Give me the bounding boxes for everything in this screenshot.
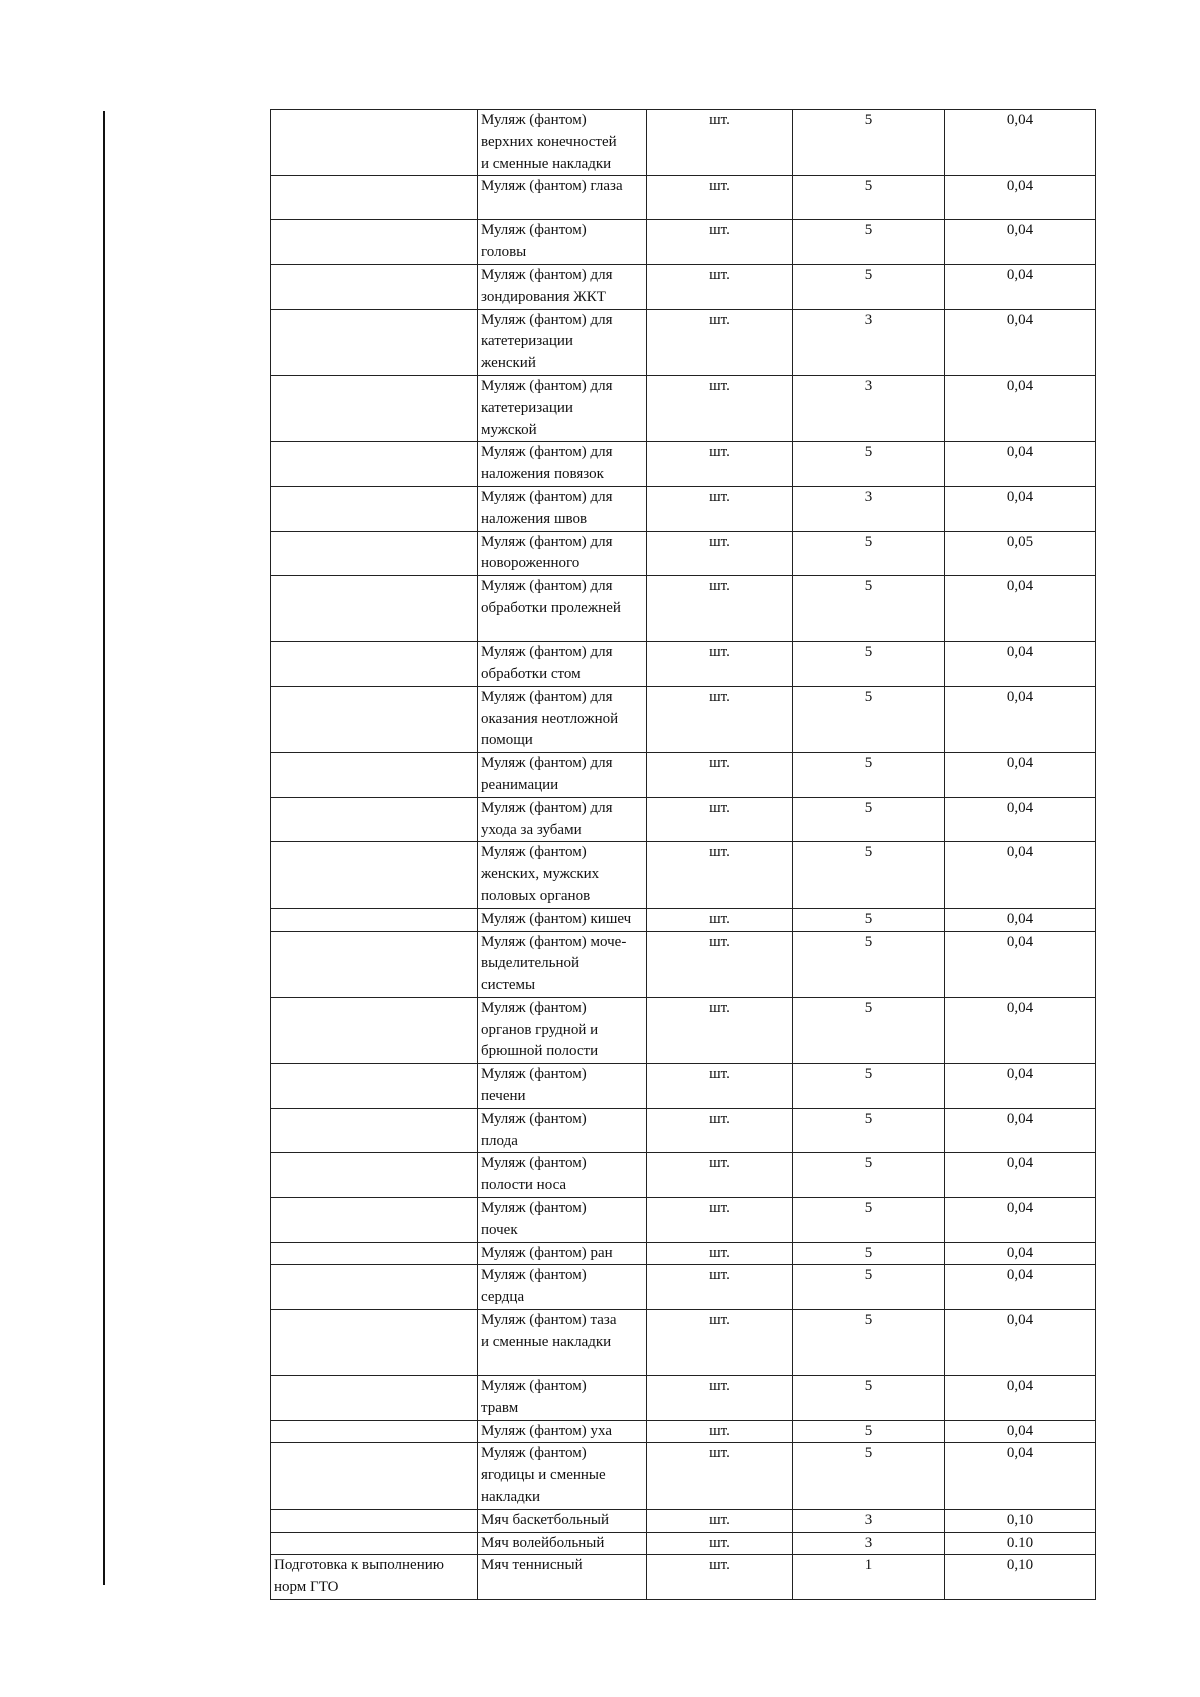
item-name-cell: Муляж (фантом) для реанимации	[478, 753, 647, 798]
item-name-cell: Муляж (фантом) для ухода за зубами	[478, 797, 647, 842]
rate-cell: 0,04	[945, 1310, 1096, 1376]
item-name-cell: Муляж (фантом) полости носа	[478, 1153, 647, 1198]
item-name-cell: Муляж (фантом) для наложения швов	[478, 486, 647, 531]
rate-cell: 0,04	[945, 1420, 1096, 1443]
unit-cell: шт.	[647, 1108, 793, 1153]
item-name-cell: Муляж (фантом) уха	[478, 1420, 647, 1443]
quantity-cell: 5	[793, 931, 945, 997]
table-row	[271, 1198, 1096, 1243]
section-cell	[271, 486, 478, 531]
rate-cell: 0,04	[945, 1108, 1096, 1153]
rate-cell: 0,04	[945, 1265, 1096, 1310]
quantity-cell: 5	[793, 908, 945, 931]
section-cell	[271, 264, 478, 309]
quantity-cell: 5	[793, 442, 945, 487]
section-cell	[271, 797, 478, 842]
rate-cell: 0,04	[945, 309, 1096, 375]
unit-cell: шт.	[647, 931, 793, 997]
unit-cell: шт.	[647, 1198, 793, 1243]
table-row	[271, 908, 1096, 931]
section-cell	[271, 931, 478, 997]
quantity-cell: 5	[793, 1242, 945, 1265]
section-cell	[271, 1153, 478, 1198]
rate-cell: 0,04	[945, 576, 1096, 642]
rate-cell: 0,04	[945, 842, 1096, 908]
unit-cell: шт.	[647, 220, 793, 265]
table-row	[271, 486, 1096, 531]
table-row	[271, 1420, 1096, 1443]
section-cell	[271, 1509, 478, 1532]
table-row	[271, 1265, 1096, 1310]
section-cell	[271, 1420, 478, 1443]
rate-cell: 0,04	[945, 642, 1096, 687]
rate-cell: 0,04	[945, 997, 1096, 1063]
unit-cell: шт.	[647, 176, 793, 220]
section-cell	[271, 531, 478, 576]
unit-cell: шт.	[647, 1265, 793, 1310]
unit-cell: шт.	[647, 1532, 793, 1555]
unit-cell: шт.	[647, 1376, 793, 1421]
section-cell	[271, 442, 478, 487]
section-cell	[271, 753, 478, 798]
item-name-cell: Мяч волейбольный	[478, 1532, 647, 1555]
item-name-cell: Муляж (фантом) для обработки пролежней	[478, 576, 647, 642]
table-row	[271, 1532, 1096, 1555]
quantity-cell: 5	[793, 1265, 945, 1310]
unit-cell: шт.	[647, 375, 793, 441]
rate-cell: 0,04	[945, 442, 1096, 487]
quantity-cell: 3	[793, 309, 945, 375]
table-row	[271, 1064, 1096, 1109]
item-name-cell: Мяч теннисный	[478, 1555, 647, 1600]
item-name-cell: Муляж (фантом) для обработки стом	[478, 642, 647, 687]
table-row	[271, 686, 1096, 752]
table-row	[271, 842, 1096, 908]
item-name-cell: Муляж (фантом) травм	[478, 1376, 647, 1421]
unit-cell: шт.	[647, 908, 793, 931]
quantity-cell: 5	[793, 1443, 945, 1509]
item-name-cell: Мяч баскетбольный	[478, 1509, 647, 1532]
table-row	[271, 753, 1096, 798]
item-name-cell: Муляж (фантом) для новороженного	[478, 531, 647, 576]
rate-cell: 0,04	[945, 176, 1096, 220]
quantity-cell: 5	[793, 842, 945, 908]
rate-cell: 0,04	[945, 110, 1096, 176]
rate-cell: 0,04	[945, 1242, 1096, 1265]
section-cell	[271, 1265, 478, 1310]
rate-cell: 0,04	[945, 1376, 1096, 1421]
quantity-cell: 5	[793, 1420, 945, 1443]
unit-cell: шт.	[647, 1153, 793, 1198]
quantity-cell: 5	[793, 797, 945, 842]
unit-cell: шт.	[647, 576, 793, 642]
quantity-cell: 1	[793, 1555, 945, 1600]
item-name-cell: Муляж (фантом) моче- выделительной системы	[478, 931, 647, 997]
table-row	[271, 110, 1096, 176]
rate-cell: 0,04	[945, 1198, 1096, 1243]
quantity-cell: 3	[793, 1509, 945, 1532]
item-name-cell: Муляж (фантом) для катетеризации женский	[478, 309, 647, 375]
item-name-cell: Муляж (фантом) печени	[478, 1064, 647, 1109]
table-row	[271, 931, 1096, 997]
unit-cell: шт.	[647, 1242, 793, 1265]
quantity-cell: 3	[793, 1532, 945, 1555]
rate-cell: 0,04	[945, 686, 1096, 752]
quantity-cell: 5	[793, 1108, 945, 1153]
table-row	[271, 264, 1096, 309]
table-row	[271, 1509, 1096, 1532]
table-row	[271, 1376, 1096, 1421]
item-name-cell: Муляж (фантом) сердца	[478, 1265, 647, 1310]
section-cell	[271, 1310, 478, 1376]
section-cell	[271, 576, 478, 642]
quantity-cell: 5	[793, 1310, 945, 1376]
rate-cell: 0,04	[945, 1064, 1096, 1109]
unit-cell: шт.	[647, 1064, 793, 1109]
section-cell	[271, 1064, 478, 1109]
equipment-table	[270, 109, 1096, 1600]
section-cell	[271, 176, 478, 220]
item-name-cell: Муляж (фантом) органов грудной и брюшной полости	[478, 997, 647, 1063]
quantity-cell: 5	[793, 997, 945, 1063]
section-cell	[271, 1242, 478, 1265]
item-name-cell: Муляж (фантом) ягодицы и сменные накладки	[478, 1443, 647, 1509]
quantity-cell: 5	[793, 110, 945, 176]
quantity-cell: 5	[793, 1064, 945, 1109]
unit-cell: шт.	[647, 531, 793, 576]
item-name-cell: Муляж (фантом) для наложения повязок	[478, 442, 647, 487]
rate-cell: 0,04	[945, 797, 1096, 842]
unit-cell: шт.	[647, 442, 793, 487]
section-cell	[271, 842, 478, 908]
unit-cell: шт.	[647, 1555, 793, 1600]
item-name-cell: Муляж (фантом) верхних конечностей и сменные накладки	[478, 110, 647, 176]
table-row	[271, 309, 1096, 375]
rate-cell: 0,04	[945, 375, 1096, 441]
unit-cell: шт.	[647, 309, 793, 375]
item-name-cell: Муляж (фантом) женских, мужских половых органов	[478, 842, 647, 908]
quantity-cell: 3	[793, 486, 945, 531]
quantity-cell: 5	[793, 753, 945, 798]
section-cell	[271, 110, 478, 176]
item-name-cell: Муляж (фантом) таза и сменные накладки	[478, 1310, 647, 1376]
rate-cell: 0,04	[945, 908, 1096, 931]
quantity-cell: 5	[793, 176, 945, 220]
rate-cell: 0,04	[945, 1153, 1096, 1198]
item-name-cell: Муляж (фантом) глаза	[478, 176, 647, 220]
item-name-cell: Муляж (фантом) почек	[478, 1198, 647, 1243]
table-row	[271, 1153, 1096, 1198]
table-row	[271, 1242, 1096, 1265]
section-cell	[271, 1108, 478, 1153]
item-name-cell: Муляж (фантом) головы	[478, 220, 647, 265]
quantity-cell: 5	[793, 1198, 945, 1243]
table-row	[271, 797, 1096, 842]
unit-cell: шт.	[647, 486, 793, 531]
table-row	[271, 220, 1096, 265]
table-row	[271, 375, 1096, 441]
table-row	[271, 1108, 1096, 1153]
section-cell	[271, 1376, 478, 1421]
unit-cell: шт.	[647, 1310, 793, 1376]
section-cell	[271, 997, 478, 1063]
unit-cell: шт.	[647, 1443, 793, 1509]
item-name-cell: Муляж (фантом) плода	[478, 1108, 647, 1153]
unit-cell: шт.	[647, 1420, 793, 1443]
item-name-cell: Муляж (фантом) для зондирования ЖКТ	[478, 264, 647, 309]
item-name-cell: Муляж (фантом) для катетеризации мужской	[478, 375, 647, 441]
unit-cell: шт.	[647, 642, 793, 687]
table-row	[271, 531, 1096, 576]
section-cell	[271, 686, 478, 752]
section-cell	[271, 1443, 478, 1509]
section-cell	[271, 908, 478, 931]
table-row	[271, 176, 1096, 220]
table-row	[271, 576, 1096, 642]
rate-cell: 0.10	[945, 1532, 1096, 1555]
item-name-cell: Муляж (фантом) для оказания неотложной помощи	[478, 686, 647, 752]
section-cell	[271, 642, 478, 687]
quantity-cell: 5	[793, 1153, 945, 1198]
unit-cell: шт.	[647, 1509, 793, 1532]
rate-cell: 0,10	[945, 1555, 1096, 1600]
rate-cell: 0,04	[945, 486, 1096, 531]
section-cell	[271, 1532, 478, 1555]
rate-cell: 0,04	[945, 220, 1096, 265]
section-cell	[271, 375, 478, 441]
item-name-cell: Муляж (фантом) кишеч	[478, 908, 647, 931]
section-cell	[271, 220, 478, 265]
quantity-cell: 5	[793, 1376, 945, 1421]
section-cell	[271, 1198, 478, 1243]
rate-cell: 0,05	[945, 531, 1096, 576]
table-row	[271, 997, 1096, 1063]
table-row	[271, 1310, 1096, 1376]
rate-cell: 0,04	[945, 753, 1096, 798]
quantity-cell: 5	[793, 531, 945, 576]
quantity-cell: 3	[793, 375, 945, 441]
item-name-cell: Муляж (фантом) ран	[478, 1242, 647, 1265]
equipment-table-body	[271, 110, 1096, 1600]
quantity-cell: 5	[793, 220, 945, 265]
quantity-cell: 5	[793, 686, 945, 752]
unit-cell: шт.	[647, 264, 793, 309]
unit-cell: шт.	[647, 753, 793, 798]
quantity-cell: 5	[793, 642, 945, 687]
unit-cell: шт.	[647, 110, 793, 176]
unit-cell: шт.	[647, 797, 793, 842]
rate-cell: 0,04	[945, 931, 1096, 997]
table-row	[271, 642, 1096, 687]
page-margin-rule	[103, 111, 105, 1585]
quantity-cell: 5	[793, 264, 945, 309]
rate-cell: 0,04	[945, 264, 1096, 309]
rate-cell: 0,04	[945, 1443, 1096, 1509]
unit-cell: шт.	[647, 686, 793, 752]
rate-cell: 0,10	[945, 1509, 1096, 1532]
table-row	[271, 1443, 1096, 1509]
section-cell: Подготовка к выполнению норм ГТО	[271, 1555, 478, 1600]
quantity-cell: 5	[793, 576, 945, 642]
table-row	[271, 442, 1096, 487]
unit-cell: шт.	[647, 842, 793, 908]
unit-cell: шт.	[647, 997, 793, 1063]
section-cell	[271, 309, 478, 375]
table-row	[271, 1555, 1096, 1600]
